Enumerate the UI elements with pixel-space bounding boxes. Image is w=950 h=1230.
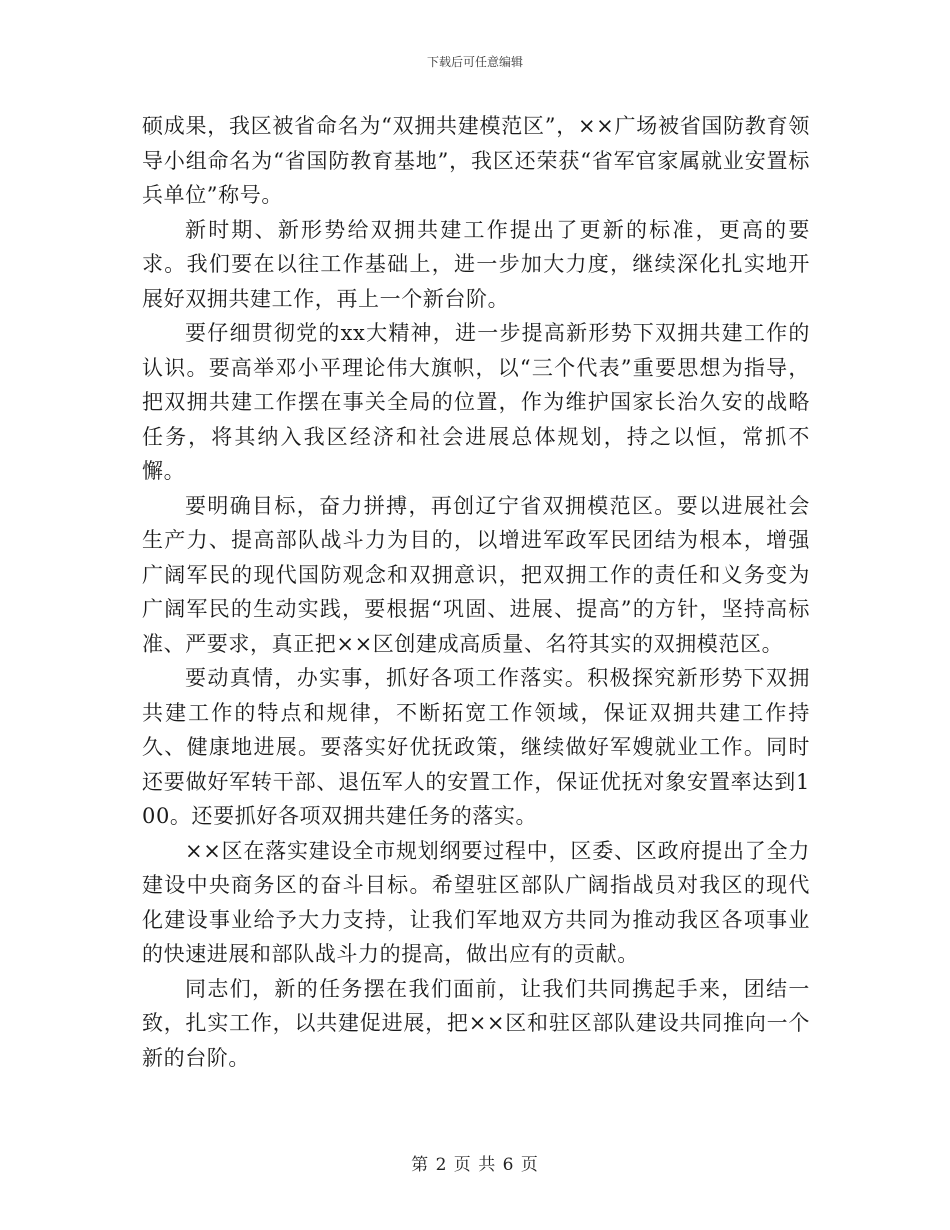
paragraph-1: 硕成果，我区被省命名为“双拥共建模范区”，××广场被省国防教育领导小组命名为“省国防教育基地”，我区还荣获“省军官家属就业安置标兵单位”称号。 xyxy=(142,114,810,207)
paragraph-3: 要仔细贯彻党的xx大精神，进一步提高新形势下双拥共建工作的认识。要高举邓小平理论伟大旗帜，以“三个代表”重要思想为指导，把双拥共建工作摆在事关全局的位置，作为维护国家长治久安的战略任务，将其纳入我区经济和社会进展总体规划，持之以恒，常抓不懈。 xyxy=(142,321,810,483)
paragraph-7: 同志们，新的任务摆在我们面前，让我们共同携起手来，团结一致，扎实工作，以共建促进展，把××区和驻区部队建设共同推向一个新的台阶。 xyxy=(142,976,810,1070)
document-body xyxy=(142,109,810,1075)
page-footer: 第 2 页 共 6 页 xyxy=(411,1155,539,1175)
paragraph-6: ××区在落实建设全市规划纲要过程中，区委、区政府提出了全力建设中央商务区的奋斗目标。希望驻区部队广阔指战员对我区的现代化建设事业给予大力支持，让我们军地双方共同为推动我区各项事业的快速进展和部队战斗力的提高，做出应有的贡献。 xyxy=(142,838,810,966)
paragraph-2: 新时期、新形势给双拥共建工作提出了更新的标准，更高的要求。我们要在以往工作基础上，进一步加大力度，继续深化扎实地开展好双拥共建工作，再上一个新台阶。 xyxy=(142,217,810,311)
page-header: 下载后可任意编辑 xyxy=(426,55,523,69)
paragraph-5: 要动真情，办实事，抓好各项工作落实。积极探究新形势下双拥共建工作的特点和规律，不断拓宽工作领域，保证双拥共建工作持久、健康地进展。要落实好优抚政策，继续做好军嫂就业工作。同时还要做好军转干部、退伍军人的安置工作，保证优抚对象安置率达到100。还要抓好各项双拥共建任务的落实。 xyxy=(142,666,810,828)
paragraph-4: 要明确目标，奋力拼搏，再创辽宁省双拥模范区。要以进展社会生产力、提高部队战斗力为目的，以增进军政军民团结为根本，增强广阔军民的现代国防观念和双拥意识，把双拥工作的责任和义务变为广阔军民的生动实践，要根据“巩固、进展、提高”的方针，坚持高标准、严要求，真正把××区创建成高质量、名符其实的双拥模范区。 xyxy=(142,493,810,656)
